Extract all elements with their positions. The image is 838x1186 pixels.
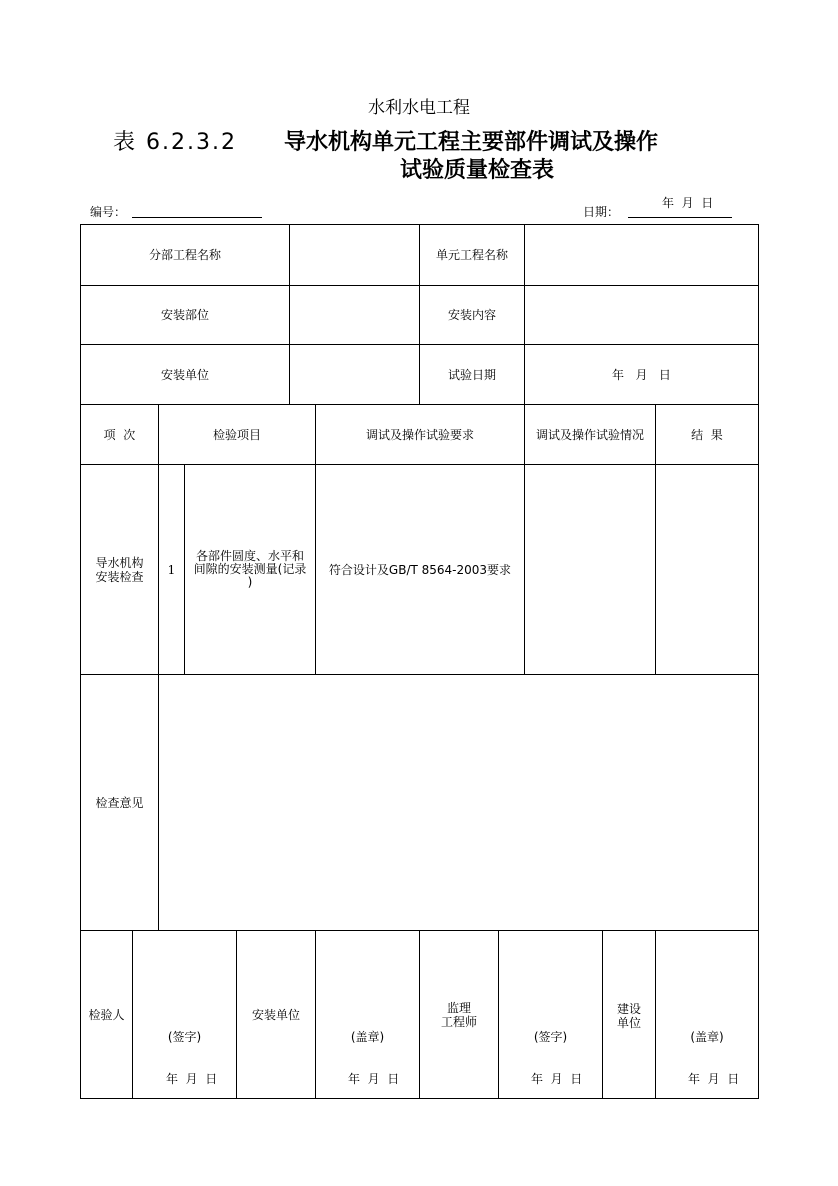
unit-project-label: 单元工程名称 bbox=[435, 248, 508, 262]
item-group-label: 导水机构 安装检查 bbox=[95, 555, 144, 584]
inspector-date[interactable]: 年 月 日 bbox=[166, 1072, 218, 1086]
date-label: 日期： bbox=[583, 205, 620, 219]
col-test-status: 调试及操作试验情况 bbox=[535, 427, 644, 442]
col-item-no: 项 次 bbox=[103, 427, 136, 442]
test-date-label: 试验日期 bbox=[447, 367, 496, 382]
col-requirement: 调试及操作试验要求 bbox=[365, 427, 474, 442]
date-field-line bbox=[628, 217, 732, 218]
install-unit-date[interactable]: 年 月 日 bbox=[348, 1072, 400, 1086]
item-name: 各部件圆度、水平和 间隙的安装测量(记录 ) bbox=[193, 549, 307, 589]
install-unit-value[interactable] bbox=[290, 345, 419, 404]
owner-label: 建设 单位 bbox=[616, 1002, 641, 1030]
supervisor-label: 监理 工程师 bbox=[440, 1000, 477, 1029]
doc-title-code: 表 6.2.3.2 bbox=[113, 130, 237, 155]
inspector-label: 检验人 bbox=[88, 1007, 125, 1022]
test-date-value[interactable]: 年 月 日 bbox=[612, 367, 671, 382]
unit-project-value[interactable] bbox=[525, 225, 758, 285]
opinion-field[interactable] bbox=[159, 675, 758, 930]
item-result[interactable] bbox=[656, 465, 758, 674]
install-unit-sign-label: 安装单位 bbox=[251, 1007, 300, 1022]
item-test-status[interactable] bbox=[525, 465, 655, 674]
install-unit-label: 安装单位 bbox=[160, 367, 209, 382]
owner-date[interactable]: 年 月 日 bbox=[688, 1072, 740, 1086]
doc-subtitle: 水利水电工程 bbox=[368, 98, 470, 118]
item-requirement: 符合设计及GB/T 8564-2003要求 bbox=[328, 562, 512, 577]
inspector-sign[interactable]: (签字) bbox=[167, 1030, 202, 1044]
install-part-label: 安装部位 bbox=[160, 308, 209, 322]
sub-project-label: 分部工程名称 bbox=[148, 248, 221, 262]
install-unit-seal[interactable]: (盖章) bbox=[350, 1030, 385, 1044]
sub-project-value[interactable] bbox=[290, 225, 419, 285]
number-label: 编号： bbox=[90, 205, 127, 219]
date-value[interactable]: 年 月 日 bbox=[662, 196, 714, 210]
install-content-value[interactable] bbox=[525, 286, 758, 344]
opinion-label: 检查意见 bbox=[95, 795, 144, 810]
owner-seal[interactable]: (盖章) bbox=[690, 1030, 724, 1044]
col-result: 结 果 bbox=[691, 427, 723, 442]
supervisor-sign[interactable]: (签字) bbox=[533, 1030, 568, 1044]
doc-title-line1: 导水机构单元工程主要部件调试及操作 bbox=[284, 130, 659, 155]
item-no: 1 bbox=[167, 562, 176, 577]
doc-title-line2: 试验质量检查表 bbox=[400, 158, 555, 183]
install-content-label: 安装内容 bbox=[447, 308, 496, 322]
install-part-value[interactable] bbox=[290, 286, 419, 344]
supervisor-date[interactable]: 年 月 日 bbox=[531, 1072, 583, 1086]
number-field-line[interactable] bbox=[132, 217, 262, 218]
col-inspection-item: 检验项目 bbox=[212, 427, 261, 442]
